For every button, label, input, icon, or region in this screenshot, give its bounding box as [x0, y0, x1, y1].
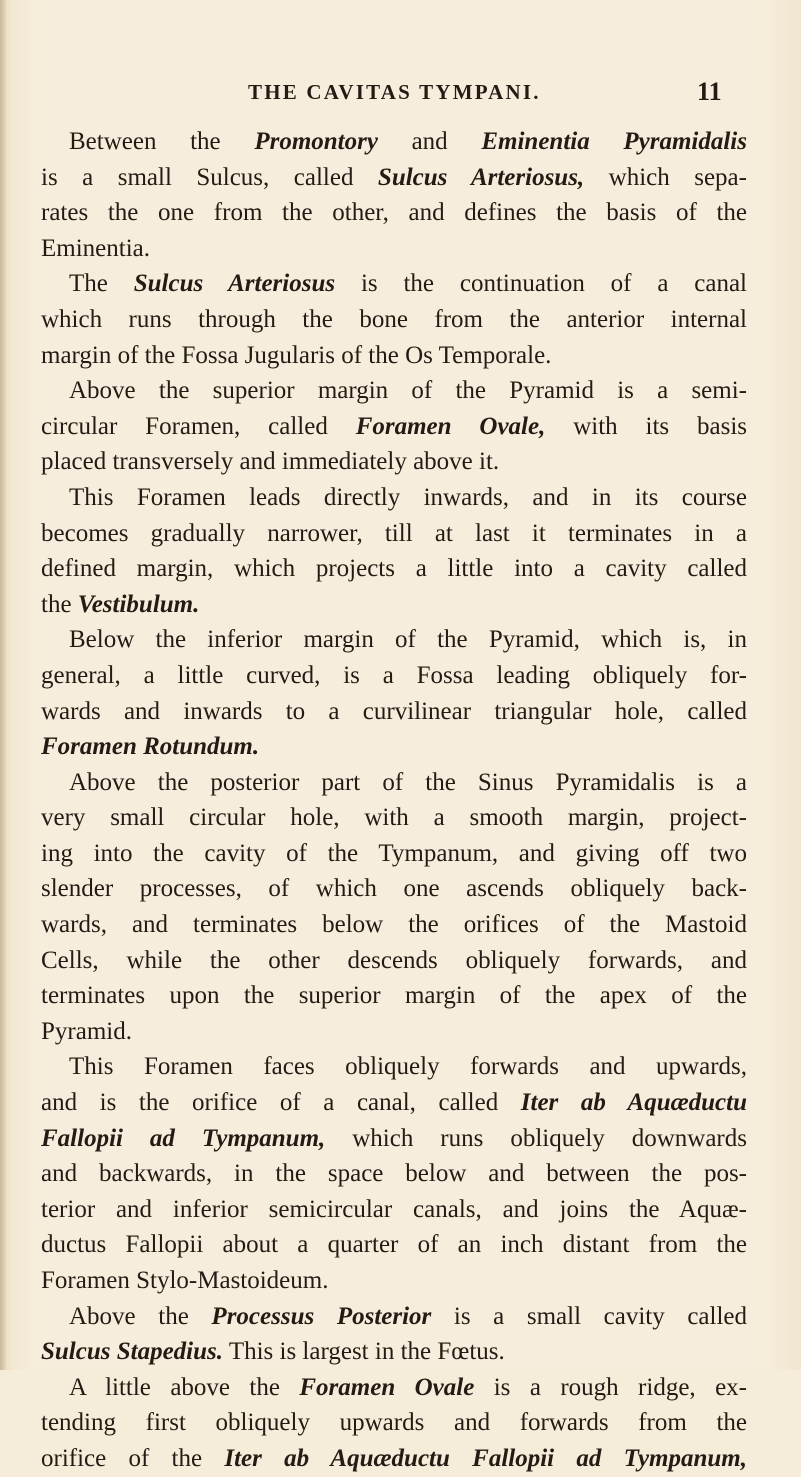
text-run: Between the [69, 128, 255, 155]
page-spine-edge [0, 0, 6, 1370]
text-run: Foramen Stylo-Mastoideum. [41, 1267, 329, 1294]
text-line [41, 836, 747, 872]
text-line [41, 1227, 747, 1263]
text-line [41, 409, 747, 445]
text-run: becomes gradually narrower, till at last it terminates in a [41, 519, 747, 547]
text-line [41, 231, 747, 267]
text-run: and [377, 128, 482, 155]
text-line [41, 302, 747, 338]
text-run: Pyramid. [41, 1017, 132, 1045]
text-run: and is the orifice of a canal, called [41, 1089, 521, 1117]
text-line [41, 1299, 747, 1335]
text-run: with its basis [545, 412, 747, 440]
text-run: This Foramen leads directly inwards, and in its course [69, 483, 747, 511]
text-line [41, 587, 747, 623]
text-line [41, 195, 747, 231]
text-run: terior and inferior semicircular canals, and joins the Aquæ- [41, 1195, 747, 1223]
text-run: ing into the cavity of the Tympanum, and giving off two [41, 839, 747, 867]
italic-term: Vestibulum. [77, 590, 200, 618]
text-run: Cells, while the other descends obliquely forwards, and [41, 946, 747, 974]
text-run: wards, and terminates below the orifices of the Mastoid [41, 911, 747, 939]
text-run: circular Foramen, called [41, 412, 356, 440]
text-line [41, 1405, 747, 1441]
text-line [41, 1263, 747, 1299]
italic-term: Eminentia Pyramidalis [481, 128, 747, 155]
text-line [41, 765, 747, 801]
italic-term: Processus Posterior [211, 1302, 432, 1330]
text-line [41, 444, 747, 480]
text-run: orifice of the [41, 1444, 225, 1472]
running-title: THE CAVITAS TYMPANI. [248, 80, 541, 104]
text-run: Eminentia. [41, 234, 150, 262]
text-run: terminates upon the superior margin of the apex of the [41, 982, 747, 1010]
text-line [41, 1334, 747, 1370]
text-line [41, 1014, 747, 1050]
text-run: The [69, 270, 134, 298]
italic-term: Foramen Ovale [299, 1373, 475, 1401]
text-run: is a small Sulcus, called [41, 163, 378, 191]
text-line [41, 622, 747, 658]
text-line [41, 1121, 747, 1157]
text-line [41, 551, 747, 587]
text-run: This Foramen faces obliquely forwards and upwards, [69, 1053, 747, 1081]
text-line [41, 373, 747, 409]
text-run: is a small cavity called [431, 1302, 748, 1330]
italic-term: Iter ab Aquæductu Fallopii ad Tympanum, [224, 1444, 748, 1472]
body-text [41, 124, 747, 1477]
text-line [41, 516, 747, 552]
text-line [41, 266, 747, 302]
text-line [41, 729, 747, 765]
text-run: general, a little curved, is a Fossa leading obliquely for- [41, 661, 747, 689]
text-run: and backwards, in the space below and between the pos- [41, 1160, 747, 1188]
text-run: placed transversely and immediately above it. [41, 448, 500, 476]
text-line [41, 1192, 747, 1228]
text-line [41, 124, 747, 160]
text-run: the [41, 590, 78, 618]
text-run: ductus Fallopii about a quarter of an inch distant from the [41, 1231, 747, 1259]
running-head [0, 77, 801, 110]
italic-term: Promontory [254, 128, 378, 155]
text-line [41, 800, 747, 836]
text-run: wards and inwards to a curvilinear triangular hole, called [41, 697, 747, 725]
text-run: Above the [69, 1302, 212, 1330]
text-line [41, 907, 747, 943]
text-line [41, 943, 747, 979]
text-run: is a rough ridge, ex- [474, 1373, 748, 1401]
italic-term: Sulcus Arteriosus, [377, 163, 585, 191]
text-run: margin of the Fossa Jugularis of the Os Temporale. [41, 341, 552, 369]
text-line [41, 658, 747, 694]
italic-term: Sulcus Stapedius. [41, 1338, 224, 1366]
text-run: which runs through the bone from the anterior internal [41, 305, 747, 333]
italic-term: Fallopii ad Tympanum, [41, 1124, 326, 1152]
text-line [41, 1441, 747, 1477]
text-run: is the continuation of a canal [335, 270, 747, 298]
text-run: very small circular hole, with a smooth margin, project- [41, 804, 747, 832]
text-run: rates the one from the other, and defines the basis of the [41, 199, 747, 227]
text-line [41, 1156, 747, 1192]
text-run: Above the posterior part of the Sinus Pyramidalis is a [69, 768, 747, 796]
text-run: Above the superior margin of the Pyramid is a semi- [69, 377, 747, 405]
italic-term: Iter ab Aquæductu [520, 1089, 747, 1117]
text-run: slender processes, of which one ascends obliquely back- [41, 875, 747, 903]
text-line [41, 338, 747, 374]
text-line [41, 1085, 747, 1121]
text-line [41, 871, 747, 907]
italic-term: Foramen Ovale, [355, 412, 546, 440]
text-line [41, 694, 747, 730]
text-run: tending first obliquely upwards and forwards from the [41, 1409, 747, 1437]
text-line [41, 978, 747, 1014]
text-line [41, 1049, 747, 1085]
italic-term: Foramen Rotundum. [41, 733, 260, 761]
text-run: which sepa- [584, 163, 747, 191]
text-run: This is largest in the Fœtus. [223, 1338, 505, 1366]
page-number: 11 [697, 77, 722, 106]
text-line [41, 160, 747, 196]
text-line [41, 1370, 747, 1406]
italic-term: Sulcus Arteriosus [133, 270, 336, 298]
text-run: defined margin, which projects a little into a cavity called [41, 555, 747, 583]
text-run: A little above the [69, 1373, 300, 1401]
text-run: which runs obliquely downwards [325, 1124, 747, 1152]
text-run: Below the inferior margin of the Pyramid, which is, in [69, 626, 747, 654]
text-line [41, 480, 747, 516]
